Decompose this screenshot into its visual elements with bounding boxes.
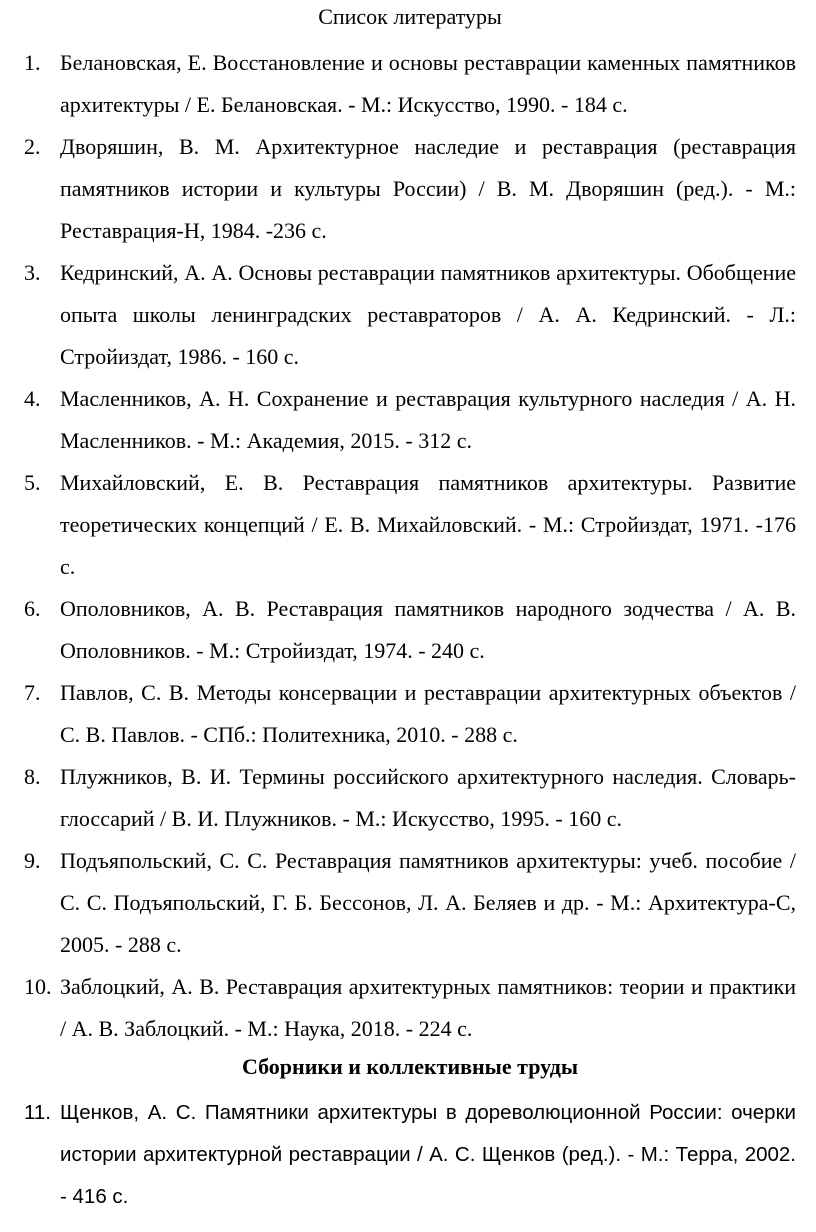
reference-item — [24, 840, 796, 966]
reference-item — [24, 462, 796, 588]
reference-item — [24, 252, 796, 378]
reference-text: Подъяпольский, С. С. Реставрация памятников архитектуры: учеб. пособие / С. С. Подъяпольский, Г. Б. Бессонов, Л. А. Беляев и др. - М.: Архитектура-С, 2005. - 288 с. — [60, 848, 796, 957]
reference-number: 10. — [24, 974, 52, 999]
reference-item — [24, 588, 796, 672]
reference-item — [24, 378, 796, 462]
reference-number: 2. — [24, 134, 41, 159]
section-reference-list — [24, 1092, 796, 1218]
section-heading: Сборники и коллективные труды — [241, 1054, 579, 1079]
reference-list — [24, 42, 796, 1050]
reference-item — [24, 756, 796, 840]
reference-item — [24, 42, 796, 126]
reference-number: 7. — [24, 680, 41, 705]
reference-number: 11. — [24, 1101, 51, 1124]
reference-text: Белановская, Е. Восстановление и основы реставрации каменных памятников архитектуры / Е. Белановская. - М.: Искусство, 1990. - 184 с. — [60, 50, 796, 117]
reference-item — [24, 1092, 796, 1218]
reference-text: Кедринский, А. А. Основы реставрации памятников архитектуры. Обобщение опыта школы ленинградских реставраторов / А. А. Кедринский. - Л.: Стройиздат, 1986. - 160 с. — [60, 260, 796, 369]
reference-number: 8. — [24, 764, 41, 789]
reference-text: Ополовников, А. В. Реставрация памятников народного зодчества / А. В. Ополовников. - М.: Стройиздат, 1974. - 240 с. — [60, 596, 796, 663]
reference-text: Масленников, А. Н. Сохранение и реставрация культурного наследия / А. Н. Масленников. - М.: Академия, 2015. - 312 с. — [60, 386, 796, 453]
reference-number: 6. — [24, 596, 41, 621]
reference-text: Заблоцкий, А. В. Реставрация архитектурных памятников: теории и практики / А. В. Заблоцкий. - М.: Наука, 2018. - 224 с. — [60, 974, 796, 1041]
reference-item — [24, 672, 796, 756]
reference-text: Павлов, С. В. Методы консервации и реставрации архитектурных объектов / С. В. Павлов. - СПб.: Политехника, 2010. - 288 с. — [60, 680, 796, 747]
reference-text: Щенков, А. С. Памятники архитектуры в дореволюционной России: очерки истории архитектурной реставрации / А. С. Щенков (ред.). - М.: Терра, 2002. - 416 с. — [60, 1101, 796, 1208]
document-title: Список литературы — [318, 4, 502, 29]
reference-number: 1. — [24, 50, 41, 75]
reference-number: 9. — [24, 848, 41, 873]
reference-number: 5. — [24, 470, 41, 495]
reference-item — [24, 966, 796, 1050]
reference-item — [24, 126, 796, 252]
reference-number: 3. — [24, 260, 41, 285]
reference-text: Михайловский, Е. В. Реставрация памятников архитектуры. Развитие теоретических концепций / Е. В. Михайловский. - М.: Стройиздат, 1971. -176 с. — [60, 470, 796, 579]
reference-text: Дворяшин, В. М. Архитектурное наследие и реставрация (реставрация памятников истории и культуры России) / В. М. Дворяшин (ред.). - М.: Реставрация-Н, 1984. -236 с. — [60, 134, 796, 243]
reference-text: Плужников, В. И. Термины российского архитектурного наследия. Словарь-глоссарий / В. И. Плужников. - М.: Искусство, 1995. - 160 с. — [60, 764, 796, 831]
reference-number: 4. — [24, 386, 41, 411]
